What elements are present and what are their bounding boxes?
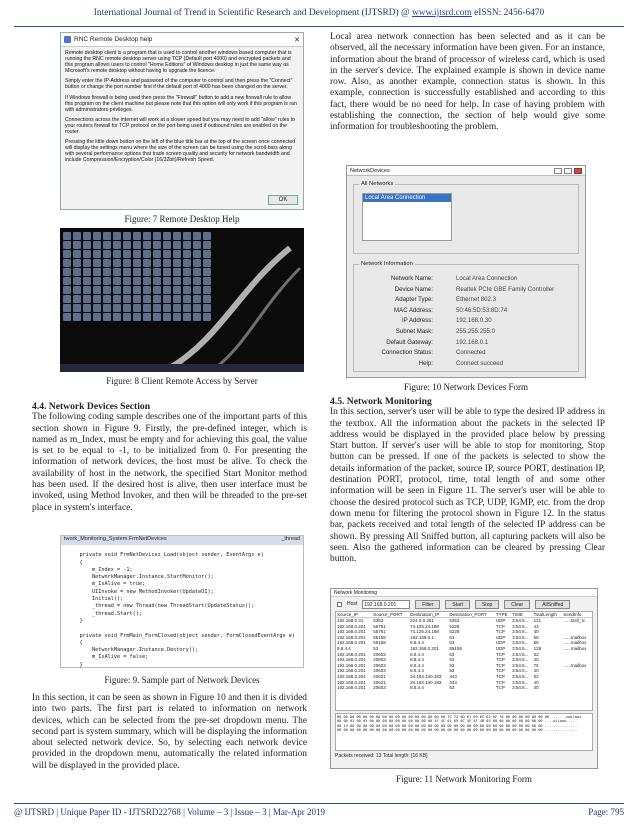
table-cell: UDP	[495, 645, 506, 651]
column-header[interactable]: TIME	[511, 612, 533, 618]
code-line: {	[67, 639, 83, 646]
table-cell: 192.168.0.201	[337, 662, 366, 668]
table-cell: 192.168.0.201	[410, 645, 439, 651]
figure-9-caption: Figure: 9. Sample part of Network Devices	[104, 675, 260, 685]
info-value: 192.168.0.30	[456, 317, 492, 325]
table-cell: 3:54:6...	[512, 640, 529, 646]
table-cell: 192.168.0.201	[337, 685, 366, 691]
table-cell: 192.168.0.31	[337, 618, 364, 623]
code-listing	[61, 545, 303, 668]
section-body: In this section, server's user will be able to type the desired IP address in the textbox. All the information about the packets in the selected IP address would be displayed in the provided place below by pressing Start button. If server's user will be able to stop for monitoring, Stop button can be pressed. If one of the packets is selected to show the details information of the packet, source IP, source PORT, destination IP, destination PORT, protocol, time, total length of and some other information will be seen in Figure 11. The server's user will be able to choose the desired protocol such as TCP, UDP, IGMP, etc. from the drop down menu for filtering the protocol shown in Figure 12. In the status bar, packets received and total length of the selected IP address can be shown. By pressing All Sniffed button, all capturing packets will also be seen. Also the gathered information can be cleared by pressing Clear button.	[330, 407, 605, 565]
table-cell: 8.8.4.4	[410, 668, 424, 674]
table-cell: UDP	[495, 640, 506, 646]
table-cell: 34.194.140.183	[410, 673, 442, 679]
figure-10-network-devices-form	[346, 165, 586, 378]
table-cell: 8.8.4.4	[410, 662, 424, 668]
table-cell: 121	[533, 618, 542, 623]
table-cell: 40	[533, 679, 539, 685]
table-cell: 192.168.0.201	[337, 673, 366, 679]
table-cell: 192.168.0.201	[337, 657, 366, 663]
info-value: 255.255.255.0	[456, 328, 495, 335]
packet-table[interactable]	[335, 611, 593, 711]
table-cell: 5228	[449, 629, 460, 635]
table-cell: UDP	[495, 618, 506, 623]
table-cell: 5353	[449, 618, 460, 623]
info-value: Connect succeed	[456, 359, 504, 367]
table-cell: 20603	[373, 668, 386, 674]
table-cell: 20603	[373, 685, 386, 691]
table-cell: TCP	[495, 685, 505, 691]
host-label: Host	[347, 601, 358, 607]
table-cell: 53	[373, 645, 379, 651]
window-title: NetworkDevices	[350, 167, 390, 174]
all-networks-group	[353, 181, 579, 254]
packet-table-body	[336, 618, 592, 691]
ip-input[interactable]: 192.168.0.201	[362, 600, 410, 609]
code-line: m_IsAlive = true;	[67, 581, 146, 588]
info-label: MAC Address:	[394, 306, 433, 314]
ok-button[interactable]: OK	[268, 195, 298, 205]
table-cell: 3:54:6...	[512, 623, 529, 629]
figure-11-caption: Figure: 11 Network Monitoring Form	[396, 774, 532, 784]
figure-7-caption: Figure: 7 Remote Desktop Help	[124, 214, 240, 224]
hex-line: 00 00 00 00 00 00 00 00 00 00 00 00 00 00 00 00 00 00 00 00 00 00 00 00 00 00 00 00 00 00 00 00 ...............	[337, 728, 578, 733]
code-line	[67, 625, 303, 632]
column-header[interactable]: TotalLength	[533, 612, 563, 618]
start-button[interactable]: Start	[445, 600, 470, 609]
close-icon[interactable]: ✕	[294, 36, 300, 44]
table-cell: 20621	[373, 673, 386, 679]
table-cell: 3:54:6...	[512, 651, 529, 657]
network-information-group	[353, 261, 579, 372]
help-text	[61, 47, 303, 171]
hex-line: 00 13 00 00 00 00 00 00 00 00 00 00 00 00 00 00 00 00 00 00 00 00 00 00 00 00 00 00 00 00 00 00 ...............	[337, 723, 578, 728]
host-checkbox[interactable]	[337, 602, 342, 607]
table-cell: 55158	[449, 645, 462, 651]
info-label: Device Name:	[394, 285, 433, 293]
info-label: Connection Status:	[381, 349, 433, 357]
code-line: _thread = new Thread(new ThreadStart(UpdateStatus));	[67, 603, 255, 610]
table-cell	[562, 685, 592, 691]
figure-9-code-sample	[60, 535, 304, 668]
help-paragraph: Pressing the little down button on the left of the blue title bar at the top of the screen once connected will display the settings menu where the size of the screen can be tuned using the scroll-bars along with several performance options that trade screen quality and security for network bandwidth and include Compression/Encryption/Color (16/32bit)/Refresh Speed.	[65, 139, 296, 164]
table-cell: 55751	[373, 623, 386, 629]
table-cell: 53	[449, 651, 455, 657]
editor-class-selector: twork_Monitoring_System.FrmNetDevices	[64, 536, 167, 542]
code-line: }	[67, 661, 83, 668]
table-cell: ......mailbox	[563, 662, 587, 668]
section-heading: 4.4. Network Devices Section	[32, 401, 151, 412]
section-body: The following coding sample describes one of the important parts of this section shown in Figure 9. Firstly, the pre-defined integer, which is named as m_Index, must be empty and for achieving this goal, the value is set to be equal to -1, to be initialized from 0. For presenting the information of network devices, the host must be alive. To check the availability of host in the network, the specified Start Monitor method has been used. If the desired host is alive, then user interface must be invoked, using Method Invoker, and then will be threaded to the pre-set place in system's interface.	[32, 412, 307, 513]
table-cell: 8.8.4.4	[410, 657, 424, 663]
section-heading: 4.5. Network Monitoring	[330, 396, 432, 407]
table-cell: 3:54:6...	[512, 657, 529, 663]
page-footer	[14, 807, 624, 817]
help-paragraph: Simply enter the IP-Address and password of the computer to control and then press the "Connect" button or change the port number first if the default port of 4000 has been changed on the server.	[65, 78, 293, 91]
taskbar	[60, 364, 304, 372]
table-cell: 52	[533, 651, 539, 657]
minimize-icon[interactable]	[554, 168, 562, 174]
table-cell: 192.168.0.201	[337, 623, 366, 629]
table-cell: 58	[533, 634, 539, 640]
table-cell: 55158	[373, 640, 386, 646]
help-paragraph: Remote desktop client is a program that is used to control another windows based computer that is running the RNC remote desktop server using TCP (Default port 4000) and encrypted packets and this program allows users to control "Home Editions" of Windows desktop in just the same way as Microsoft's remote desktop without having to upgrade the licence.	[65, 50, 292, 75]
table-cell: 443	[449, 673, 457, 679]
table-cell: 3:54:6...	[512, 645, 529, 651]
packet-hex-view	[335, 713, 593, 751]
clear-button[interactable]: Clear	[504, 600, 530, 609]
info-label: IP Address:	[401, 317, 433, 325]
table-cell: TCP	[495, 679, 505, 685]
code-line: Initial();	[67, 596, 124, 603]
table-cell: 53	[449, 657, 455, 663]
status-bar: Packets received: 13 Total length: [16 KB]	[335, 753, 428, 759]
info-label: Help:	[418, 359, 433, 367]
figure-7-help-dialog	[60, 32, 304, 210]
section-4-4	[32, 401, 307, 514]
table-cell: 74.125.24.188	[410, 629, 439, 635]
table-cell: 3:54:6...	[512, 662, 529, 668]
network-listbox[interactable]	[362, 193, 452, 241]
table-cell: TCP	[495, 629, 505, 635]
info-value: Ethernet 802.3	[456, 296, 496, 304]
code-line	[67, 545, 303, 552]
footer-rule	[14, 803, 624, 804]
table-cell: 20621	[373, 679, 386, 685]
column-header[interactable]: Destination_IP	[409, 612, 448, 618]
code-line: private void FrmMain_FormClosed(object sender, FormClosedEventArgs e)	[67, 632, 295, 639]
table-cell: 58	[533, 640, 539, 646]
table-cell: 3:54:6...	[512, 634, 529, 640]
table-cell: UDP	[495, 634, 506, 640]
table-cell: 55751	[373, 629, 386, 635]
table-cell: 8.8.4.4	[410, 640, 424, 646]
column-header[interactable]: Source_PORT	[372, 612, 409, 618]
table-cell: 40	[533, 668, 539, 674]
code-line: }	[67, 617, 83, 624]
app-icon	[64, 36, 71, 43]
hex-line: 00 00 01 00 01 00 00 00 00 00 00 00 00 00 00 4F 4C 61 69 6C 4F 4F 4B 65 00 00 00 00 00 00 00 00 ....olLook....	[337, 719, 575, 724]
table-cell: 192.168.0.201	[337, 640, 366, 646]
table-cell: 3:54:6...	[512, 629, 529, 635]
code-line: NetworkManager.Instance.Destory();	[67, 647, 199, 654]
table-cell: TCP	[495, 657, 505, 663]
all-sniffed-button[interactable]: AllSniffed	[535, 600, 570, 609]
table-cell: 192.168.0.1	[410, 634, 434, 640]
table-cell: 128	[533, 645, 542, 651]
table-cell: 3:54:6...	[512, 668, 529, 674]
info-value: Local Area Connection	[456, 275, 518, 282]
help-paragraph: If Windows firewall is being used then press the "Firewall" button to add a new firewall rule to allow this program on the client machine but please note that this option will only work if this program is ran with administrators privileges.	[65, 94, 297, 113]
right-top-paragraph	[330, 32, 605, 134]
journal-url-link[interactable]: www.ijtsrd.com	[411, 8, 472, 18]
info-label: Adapter Type:	[395, 296, 433, 304]
figure-11-network-monitoring-form	[330, 588, 598, 769]
info-value: Realtek PCIe GBE Family Controller	[456, 285, 555, 293]
table-cell: 443	[449, 679, 457, 685]
table-cell: ......mailbox	[563, 634, 587, 640]
code-line: m_Index = -1;	[67, 566, 133, 573]
help-paragraph: Connections across the internet will work at a slower speed but you may need to add "allow" rules to your routers firewall for TCP protocol on the port being used if outbound rules are enabled on the router.	[65, 116, 296, 136]
maximize-icon[interactable]	[564, 168, 572, 174]
table-cell: 5353	[373, 618, 384, 623]
figure-10-caption: Figure: 10 Network Devices Form	[404, 382, 528, 392]
info-label: Network Name:	[391, 275, 433, 282]
column-header[interactable]: SendInfo	[562, 612, 592, 618]
table-cell: TCP	[495, 662, 505, 668]
code-line: m_IsAlive = false;	[67, 654, 149, 661]
table-row[interactable]	[336, 685, 592, 691]
table-cell: 40	[533, 685, 539, 691]
window-title: Network Monitoring	[334, 589, 378, 596]
table-cell: 224.0.0.251	[410, 618, 434, 623]
column-header[interactable]: TYPE	[495, 612, 511, 618]
desktop-wallpaper-swirl	[60, 228, 304, 372]
table-cell: 3:54:6...	[512, 673, 529, 679]
code-line: private void FrmNetDevices_Load(object sender, EventArgs e)	[67, 552, 264, 559]
info-label: Subnet Mask:	[395, 328, 433, 335]
journal-title: International Journal of Trend in Scientific Research and Development (IJTSRD) @	[93, 8, 412, 18]
group-label: Network Information	[361, 261, 413, 267]
table-cell: 8.8.4.4	[337, 645, 351, 651]
figure-8-desktop-screenshot	[60, 228, 304, 372]
table-cell: 40	[533, 657, 539, 663]
table-cell: 3:54:6...	[512, 618, 529, 623]
table-cell: 192.168.0.201	[337, 651, 366, 657]
network-item-selected[interactable]: Local Area Connection	[363, 194, 451, 202]
footer-paper-info: @ IJTSRD | Unique Paper ID - IJTSRD22768 | Volume – 3 | Issue – 3 | Mar-Apr 2019	[14, 807, 325, 817]
body-paragraph: Local area network connection has been selected and as it can be observed, all the necessary information have been given. For an instance, information about the brand of processor of wireless card, which is used in the server's device. The explained example is shown in device name row. Also, as another example, connection status is shown. In this example, connection is successfully established and according to this fact, there would be no need for help. In case of having problem with establishing the connection, the section of help would give some information for troubleshooting the problem.	[330, 32, 605, 133]
table-cell: 3:54:6...	[512, 685, 529, 691]
table-cell: 75	[533, 662, 539, 668]
table-cell: 53	[449, 685, 455, 691]
monitor-controls	[331, 597, 597, 611]
code-line: _thread.Start();	[67, 610, 142, 617]
info-value: 192.168.0.1	[456, 338, 489, 346]
table-cell: 192.168.0.201	[337, 629, 366, 635]
window-title-bar	[347, 166, 585, 176]
info-value: 50:46:5D:53:8D:74	[456, 306, 508, 314]
table-cell: ......mailbox	[563, 640, 587, 646]
issn: eISSN: 2456-6470	[471, 8, 545, 18]
table-cell: 40	[533, 629, 539, 635]
table-cell: 192.168.0.201	[337, 668, 366, 674]
table-cell: 5228	[449, 623, 460, 629]
table-cell: 74.125.24.188	[410, 623, 439, 629]
header-rule	[14, 26, 624, 27]
table-cell: 20603	[373, 651, 386, 657]
table-cell: TCP	[495, 673, 505, 679]
table-cell: TCP	[495, 668, 505, 674]
page-number: Page: 795	[588, 807, 624, 817]
table-cell: TCP	[495, 651, 505, 657]
table-cell: 8.8.4.4	[410, 651, 424, 657]
table-cell: 52	[533, 673, 539, 679]
window-buttons	[554, 168, 582, 174]
code-line: {	[67, 559, 83, 566]
dialog-title-bar	[61, 33, 303, 47]
hex-line: 00 00 00 00 00 00 00 00 00 00 00 00 00 00 00 00 00 37 73 6D 61 69 6C 62 6F 78 00 00 00 00 00 00 00 .......mailbox	[337, 715, 582, 719]
table-cell: 8.8.4.4	[410, 685, 424, 691]
table-cell: 3:54:6...	[512, 679, 529, 685]
editor-member-selector: _thread	[281, 536, 300, 542]
info-label: Default Gateway:	[386, 338, 433, 346]
figure-8-caption: Figure: 8 Client Remote Access by Server	[106, 376, 258, 386]
table-cell: 55158	[373, 634, 386, 640]
table-cell: 53	[449, 640, 455, 646]
column-header[interactable]: Destination_PORT	[448, 612, 495, 618]
close-icon[interactable]	[574, 168, 582, 174]
code-editor-tab	[61, 536, 303, 545]
table-cell: 192.168.0.201	[337, 634, 366, 640]
table-cell: ......tssh_tc	[563, 618, 586, 623]
packet-table-header	[336, 612, 592, 618]
table-cell: ......mailbox	[563, 645, 587, 651]
window-title-bar	[331, 589, 597, 597]
body-paragraph: In this section, it can be seen as shown in Figure 10 and then it is divided into two parts. The first part is related to information on network devices, which can be selected from the pre-set dropdown menu. The second part is system summary, which will be displaying the information about selected network device. So, by selecting each network device provided in the dropdown menu, automatically the related information will be displayed in the provided place.	[32, 693, 307, 771]
code-line: UIInvoke = new MethodInvoker(UpdateUI);	[67, 588, 214, 595]
table-cell: 41	[533, 623, 539, 629]
dialog-title: RNC Remote Desktop help	[74, 36, 153, 43]
section-4-5	[330, 396, 605, 565]
stop-button[interactable]: Stop	[475, 600, 499, 609]
table-cell: 20603	[373, 662, 386, 668]
info-value: Connected	[456, 349, 486, 357]
table-cell: 192.168.0.201	[337, 679, 366, 685]
filter-button[interactable]: Filter	[415, 600, 440, 609]
table-cell: 20603	[373, 657, 386, 663]
table-cell: 53	[449, 634, 455, 640]
code-line: NetworkManager.Instance.StartMonitor();	[67, 574, 214, 581]
table-cell: 53	[449, 662, 455, 668]
left-bottom-paragraph	[32, 693, 307, 772]
column-header[interactable]: Source_IP	[336, 612, 372, 618]
table-cell: 53	[449, 668, 455, 674]
group-label: All Networks	[361, 181, 394, 187]
table-cell: TCP	[495, 623, 505, 629]
table-cell: 34.194.140.183	[410, 679, 442, 685]
